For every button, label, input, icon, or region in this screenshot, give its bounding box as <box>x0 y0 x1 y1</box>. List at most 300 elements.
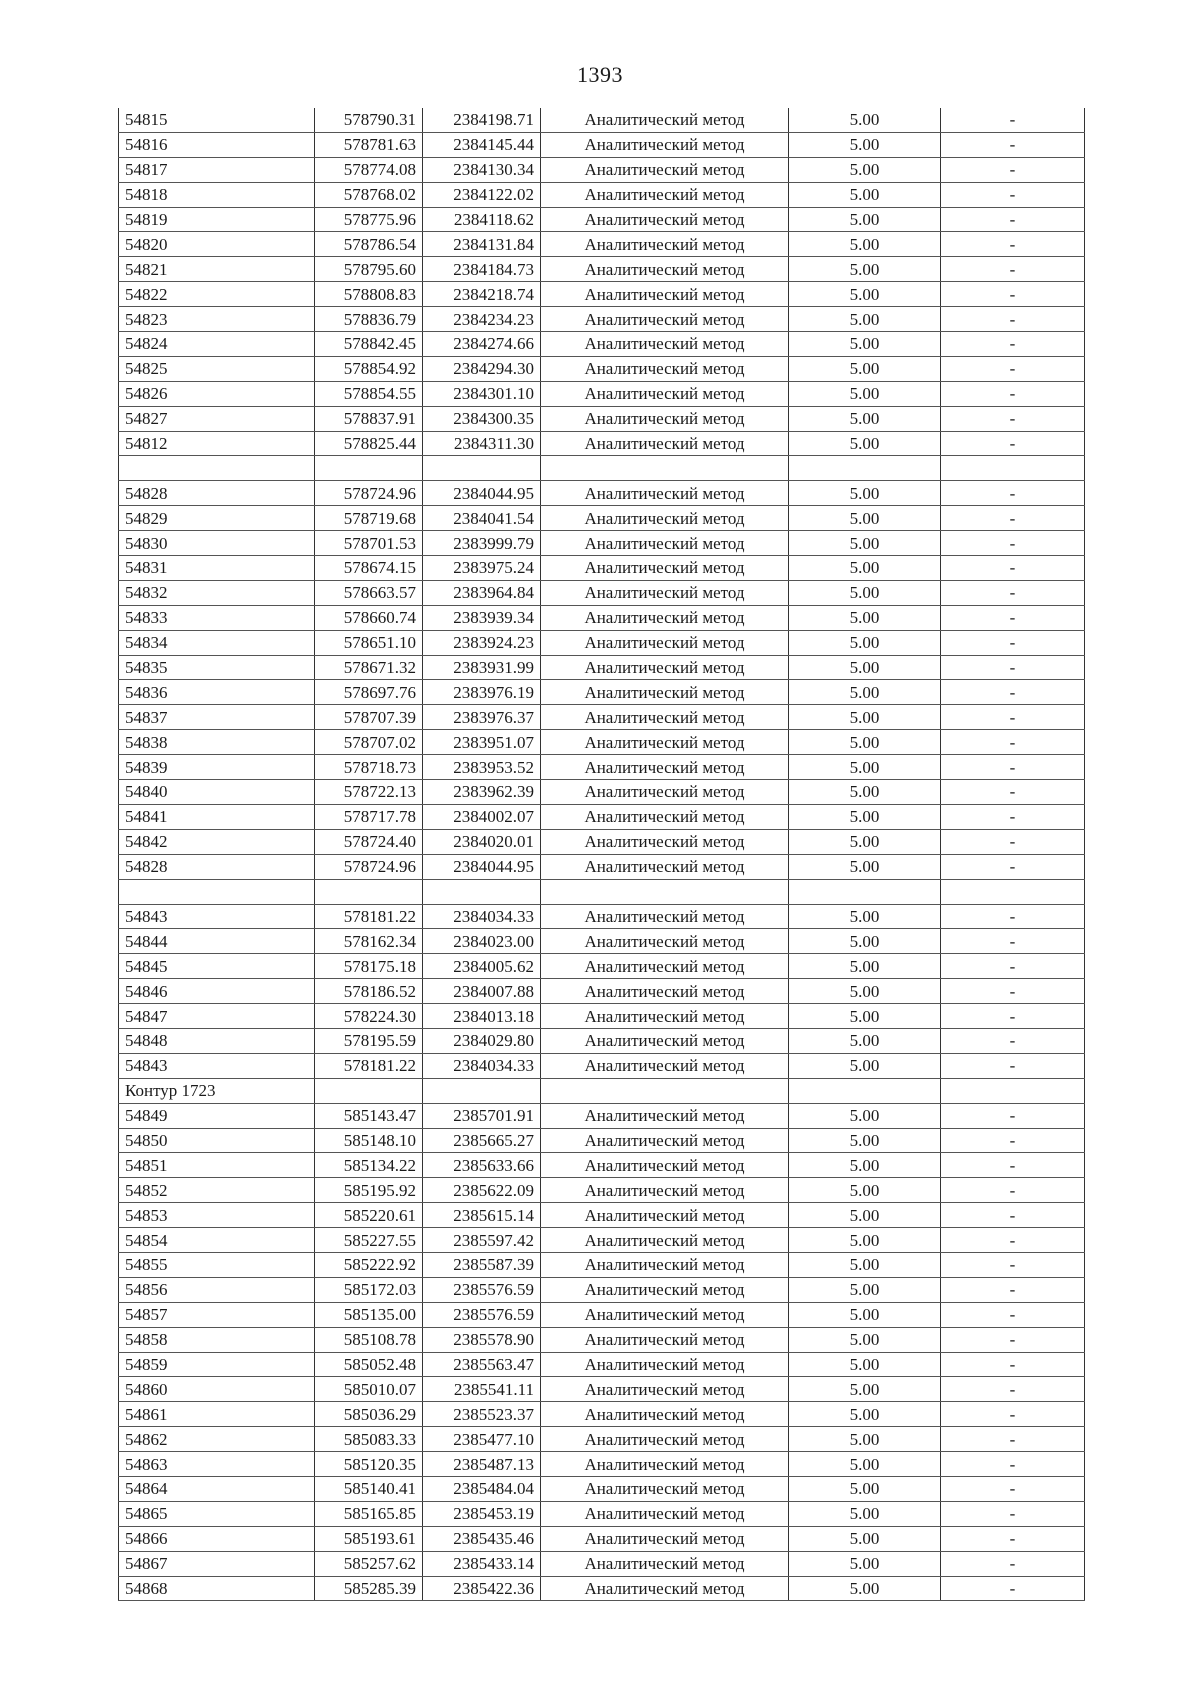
note-cell: - <box>941 406 1085 431</box>
accuracy-cell: 5.00 <box>789 979 941 1004</box>
note-cell: - <box>941 1028 1085 1053</box>
x-coordinate-cell: 585193.61 <box>315 1526 423 1551</box>
table-row <box>119 829 1085 854</box>
accuracy-cell: 5.00 <box>789 580 941 605</box>
y-coordinate-cell: 2385487.13 <box>423 1452 541 1477</box>
method-cell: Аналитический метод <box>541 1526 789 1551</box>
method-cell: Аналитический метод <box>541 332 789 357</box>
table-row <box>119 1153 1085 1178</box>
y-coordinate-cell: 2385484.04 <box>423 1476 541 1501</box>
x-coordinate-cell: 585083.33 <box>315 1427 423 1452</box>
method-cell: Аналитический метод <box>541 1203 789 1228</box>
accuracy-cell: 5.00 <box>789 680 941 705</box>
point-id-cell: 54842 <box>119 829 315 854</box>
method-cell: Аналитический метод <box>541 730 789 755</box>
table-row <box>119 804 1085 829</box>
point-id-cell: 54818 <box>119 182 315 207</box>
x-coordinate-cell: 578768.02 <box>315 182 423 207</box>
point-id-cell: 54824 <box>119 332 315 357</box>
note-cell: - <box>941 1377 1085 1402</box>
accuracy-cell: 5.00 <box>789 1053 941 1078</box>
method-cell: Аналитический метод <box>541 929 789 954</box>
accuracy-cell: 5.00 <box>789 1551 941 1576</box>
table-row <box>119 232 1085 257</box>
note-cell: - <box>941 1402 1085 1427</box>
empty-cell <box>789 456 941 481</box>
accuracy-cell: 5.00 <box>789 207 941 232</box>
table-row <box>119 1004 1085 1029</box>
point-id-cell: 54831 <box>119 556 315 581</box>
accuracy-cell: 5.00 <box>789 1203 941 1228</box>
y-coordinate-cell: 2383951.07 <box>423 730 541 755</box>
method-cell: Аналитический метод <box>541 207 789 232</box>
y-coordinate-cell: 2384130.34 <box>423 157 541 182</box>
method-cell: Аналитический метод <box>541 307 789 332</box>
table-row <box>119 108 1085 132</box>
y-coordinate-cell: 2385523.37 <box>423 1402 541 1427</box>
note-cell: - <box>941 356 1085 381</box>
accuracy-cell: 5.00 <box>789 1526 941 1551</box>
point-id-cell: 54819 <box>119 207 315 232</box>
x-coordinate-cell: 578162.34 <box>315 929 423 954</box>
x-coordinate-cell: 578717.78 <box>315 804 423 829</box>
accuracy-cell: 5.00 <box>789 730 941 755</box>
accuracy-cell: 5.00 <box>789 506 941 531</box>
method-cell: Аналитический метод <box>541 406 789 431</box>
method-cell: Аналитический метод <box>541 132 789 157</box>
table-row <box>119 406 1085 431</box>
note-cell: - <box>941 1103 1085 1128</box>
point-id-cell: 54817 <box>119 157 315 182</box>
table-row <box>119 1576 1085 1601</box>
table-row <box>119 1252 1085 1277</box>
point-id-cell: 54852 <box>119 1178 315 1203</box>
x-coordinate-cell: 578854.55 <box>315 381 423 406</box>
y-coordinate-cell: 2384013.18 <box>423 1004 541 1029</box>
method-cell: Аналитический метод <box>541 804 789 829</box>
table-row <box>119 356 1085 381</box>
method-cell: Аналитический метод <box>541 556 789 581</box>
accuracy-cell: 5.00 <box>789 1028 941 1053</box>
method-cell: Аналитический метод <box>541 1178 789 1203</box>
table-row <box>119 1053 1085 1078</box>
point-id-cell: 54838 <box>119 730 315 755</box>
accuracy-cell: 5.00 <box>789 929 941 954</box>
x-coordinate-cell: 585143.47 <box>315 1103 423 1128</box>
table-row <box>119 1228 1085 1253</box>
method-cell: Аналитический метод <box>541 1103 789 1128</box>
table-row <box>119 1178 1085 1203</box>
x-coordinate-cell: 585165.85 <box>315 1501 423 1526</box>
x-coordinate-cell: 578790.31 <box>315 108 423 132</box>
x-coordinate-cell: 578707.02 <box>315 730 423 755</box>
accuracy-cell: 5.00 <box>789 1427 941 1452</box>
table-row <box>119 531 1085 556</box>
table-row <box>119 481 1085 506</box>
accuracy-cell: 5.00 <box>789 1004 941 1029</box>
point-id-cell: 54854 <box>119 1228 315 1253</box>
accuracy-cell: 5.00 <box>789 1302 941 1327</box>
x-coordinate-cell: 585052.48 <box>315 1352 423 1377</box>
method-cell: Аналитический метод <box>541 1576 789 1601</box>
note-cell: - <box>941 232 1085 257</box>
accuracy-cell: 5.00 <box>789 1178 941 1203</box>
accuracy-cell: 5.00 <box>789 356 941 381</box>
point-id-cell: 54847 <box>119 1004 315 1029</box>
note-cell: - <box>941 1576 1085 1601</box>
table-row <box>119 182 1085 207</box>
y-coordinate-cell: 2385597.42 <box>423 1228 541 1253</box>
note-cell: - <box>941 556 1085 581</box>
table-row <box>119 680 1085 705</box>
table-row <box>119 580 1085 605</box>
note-cell: - <box>941 1228 1085 1253</box>
accuracy-cell: 5.00 <box>789 804 941 829</box>
method-cell: Аналитический метод <box>541 1402 789 1427</box>
note-cell: - <box>941 207 1085 232</box>
method-cell: Аналитический метод <box>541 356 789 381</box>
y-coordinate-cell: 2385587.39 <box>423 1252 541 1277</box>
x-coordinate-cell: 585134.22 <box>315 1153 423 1178</box>
table-row <box>119 506 1085 531</box>
accuracy-cell: 5.00 <box>789 1228 941 1253</box>
method-cell: Аналитический метод <box>541 680 789 705</box>
point-id-cell: 54825 <box>119 356 315 381</box>
x-coordinate-cell: 585220.61 <box>315 1203 423 1228</box>
x-coordinate-cell: 578719.68 <box>315 506 423 531</box>
note-cell: - <box>941 282 1085 307</box>
empty-cell <box>541 879 789 904</box>
page-number: 1393 <box>577 62 623 87</box>
method-cell: Аналитический метод <box>541 1028 789 1053</box>
point-id-cell: 54865 <box>119 1501 315 1526</box>
method-cell: Аналитический метод <box>541 481 789 506</box>
table-row <box>119 207 1085 232</box>
x-coordinate-cell: 578671.32 <box>315 655 423 680</box>
x-coordinate-cell: 585010.07 <box>315 1377 423 1402</box>
y-coordinate-cell: 2384145.44 <box>423 132 541 157</box>
y-coordinate-cell: 2384198.71 <box>423 108 541 132</box>
accuracy-cell: 5.00 <box>789 854 941 879</box>
table-row <box>119 655 1085 680</box>
accuracy-cell: 5.00 <box>789 780 941 805</box>
point-id-cell: 54861 <box>119 1402 315 1427</box>
x-coordinate-cell: 578781.63 <box>315 132 423 157</box>
table-row <box>119 929 1085 954</box>
coordinates-table <box>118 108 1085 1601</box>
empty-cell <box>423 879 541 904</box>
x-coordinate-cell: 578707.39 <box>315 705 423 730</box>
empty-cell <box>315 1078 423 1103</box>
accuracy-cell: 5.00 <box>789 132 941 157</box>
note-cell: - <box>941 1252 1085 1277</box>
x-coordinate-cell: 578186.52 <box>315 979 423 1004</box>
y-coordinate-cell: 2384234.23 <box>423 307 541 332</box>
note-cell: - <box>941 1053 1085 1078</box>
note-cell: - <box>941 1551 1085 1576</box>
note-cell: - <box>941 431 1085 456</box>
y-coordinate-cell: 2385633.66 <box>423 1153 541 1178</box>
accuracy-cell: 5.00 <box>789 954 941 979</box>
accuracy-cell: 5.00 <box>789 1252 941 1277</box>
x-coordinate-cell: 578724.96 <box>315 854 423 879</box>
accuracy-cell: 5.00 <box>789 630 941 655</box>
x-coordinate-cell: 578724.40 <box>315 829 423 854</box>
point-id-cell: 54835 <box>119 655 315 680</box>
accuracy-cell: 5.00 <box>789 1452 941 1477</box>
x-coordinate-cell: 585120.35 <box>315 1452 423 1477</box>
table-row <box>119 1402 1085 1427</box>
x-coordinate-cell: 578837.91 <box>315 406 423 431</box>
point-id-cell: 54826 <box>119 381 315 406</box>
point-id-cell: 54851 <box>119 1153 315 1178</box>
x-coordinate-cell: 578775.96 <box>315 207 423 232</box>
point-id-cell: 54823 <box>119 307 315 332</box>
accuracy-cell: 5.00 <box>789 1128 941 1153</box>
y-coordinate-cell: 2384020.01 <box>423 829 541 854</box>
note-cell: - <box>941 705 1085 730</box>
point-id-cell: 54853 <box>119 1203 315 1228</box>
table-row <box>119 1352 1085 1377</box>
point-id-cell: 54862 <box>119 1427 315 1452</box>
note-cell: - <box>941 1427 1085 1452</box>
y-coordinate-cell: 2385453.19 <box>423 1501 541 1526</box>
method-cell: Аналитический метод <box>541 630 789 655</box>
accuracy-cell: 5.00 <box>789 829 941 854</box>
point-id-cell: 54867 <box>119 1551 315 1576</box>
empty-cell <box>315 879 423 904</box>
table-row <box>119 381 1085 406</box>
method-cell: Аналитический метод <box>541 108 789 132</box>
table-row <box>119 1526 1085 1551</box>
accuracy-cell: 5.00 <box>789 655 941 680</box>
accuracy-cell: 5.00 <box>789 705 941 730</box>
note-cell: - <box>941 332 1085 357</box>
accuracy-cell: 5.00 <box>789 257 941 282</box>
point-id-cell: 54860 <box>119 1377 315 1402</box>
note-cell: - <box>941 854 1085 879</box>
note-cell: - <box>941 1476 1085 1501</box>
point-id-cell: 54849 <box>119 1103 315 1128</box>
method-cell: Аналитический метод <box>541 232 789 257</box>
point-id-cell: 54830 <box>119 531 315 556</box>
y-coordinate-cell: 2385576.59 <box>423 1277 541 1302</box>
point-id-cell: 54820 <box>119 232 315 257</box>
y-coordinate-cell: 2384041.54 <box>423 506 541 531</box>
x-coordinate-cell: 578842.45 <box>315 332 423 357</box>
note-cell: - <box>941 1004 1085 1029</box>
note-cell: - <box>941 182 1085 207</box>
accuracy-cell: 5.00 <box>789 232 941 257</box>
accuracy-cell: 5.00 <box>789 381 941 406</box>
accuracy-cell: 5.00 <box>789 904 941 929</box>
table-row <box>119 1302 1085 1327</box>
y-coordinate-cell: 2383962.39 <box>423 780 541 805</box>
x-coordinate-cell: 578181.22 <box>315 1053 423 1078</box>
empty-cell <box>423 456 541 481</box>
note-cell: - <box>941 630 1085 655</box>
method-cell: Аналитический метод <box>541 381 789 406</box>
x-coordinate-cell: 578701.53 <box>315 531 423 556</box>
accuracy-cell: 5.00 <box>789 481 941 506</box>
y-coordinate-cell: 2385433.14 <box>423 1551 541 1576</box>
point-id-cell: 54812 <box>119 431 315 456</box>
table-row <box>119 630 1085 655</box>
method-cell: Аналитический метод <box>541 431 789 456</box>
point-id-cell: 54834 <box>119 630 315 655</box>
empty-cell <box>789 1078 941 1103</box>
table-row <box>119 1028 1085 1053</box>
point-id-cell: 54841 <box>119 804 315 829</box>
method-cell: Аналитический метод <box>541 1452 789 1477</box>
accuracy-cell: 5.00 <box>789 531 941 556</box>
method-cell: Аналитический метод <box>541 1153 789 1178</box>
y-coordinate-cell: 2385622.09 <box>423 1178 541 1203</box>
method-cell: Аналитический метод <box>541 655 789 680</box>
table-row <box>119 1501 1085 1526</box>
point-id-cell: 54844 <box>119 929 315 954</box>
point-id-cell: 54855 <box>119 1252 315 1277</box>
x-coordinate-cell: 578718.73 <box>315 755 423 780</box>
y-coordinate-cell: 2384311.30 <box>423 431 541 456</box>
y-coordinate-cell: 2384184.73 <box>423 257 541 282</box>
accuracy-cell: 5.00 <box>789 1327 941 1352</box>
table-row <box>119 157 1085 182</box>
table-row <box>119 1203 1085 1228</box>
y-coordinate-cell: 2384007.88 <box>423 979 541 1004</box>
method-cell: Аналитический метод <box>541 1004 789 1029</box>
y-coordinate-cell: 2384002.07 <box>423 804 541 829</box>
accuracy-cell: 5.00 <box>789 1501 941 1526</box>
table-row <box>119 954 1085 979</box>
method-cell: Аналитический метод <box>541 282 789 307</box>
y-coordinate-cell: 2384218.74 <box>423 282 541 307</box>
x-coordinate-cell: 578808.83 <box>315 282 423 307</box>
x-coordinate-cell: 585135.00 <box>315 1302 423 1327</box>
x-coordinate-cell: 578195.59 <box>315 1028 423 1053</box>
x-coordinate-cell: 578774.08 <box>315 157 423 182</box>
method-cell: Аналитический метод <box>541 605 789 630</box>
accuracy-cell: 5.00 <box>789 1377 941 1402</box>
x-coordinate-cell: 578175.18 <box>315 954 423 979</box>
accuracy-cell: 5.00 <box>789 157 941 182</box>
method-cell: Аналитический метод <box>541 257 789 282</box>
contour-label: Контур 1723 <box>119 1078 315 1103</box>
x-coordinate-cell: 585108.78 <box>315 1327 423 1352</box>
table-row <box>119 332 1085 357</box>
point-id-cell: 54850 <box>119 1128 315 1153</box>
note-cell: - <box>941 904 1085 929</box>
note-cell: - <box>941 1526 1085 1551</box>
method-cell: Аналитический метод <box>541 854 789 879</box>
y-coordinate-cell: 2385665.27 <box>423 1128 541 1153</box>
empty-cell <box>541 456 789 481</box>
method-cell: Аналитический метод <box>541 182 789 207</box>
y-coordinate-cell: 2383931.99 <box>423 655 541 680</box>
note-cell: - <box>941 531 1085 556</box>
y-coordinate-cell: 2384300.35 <box>423 406 541 431</box>
empty-cell <box>941 1078 1085 1103</box>
note-cell: - <box>941 1327 1085 1352</box>
accuracy-cell: 5.00 <box>789 1277 941 1302</box>
note-cell: - <box>941 829 1085 854</box>
y-coordinate-cell: 2385576.59 <box>423 1302 541 1327</box>
table-row <box>119 132 1085 157</box>
y-coordinate-cell: 2384118.62 <box>423 207 541 232</box>
x-coordinate-cell: 578825.44 <box>315 431 423 456</box>
accuracy-cell: 5.00 <box>789 755 941 780</box>
method-cell: Аналитический метод <box>541 1501 789 1526</box>
point-id-cell: 54848 <box>119 1028 315 1053</box>
method-cell: Аналитический метод <box>541 1427 789 1452</box>
note-cell: - <box>941 804 1085 829</box>
table-row <box>119 282 1085 307</box>
x-coordinate-cell: 585036.29 <box>315 1402 423 1427</box>
x-coordinate-cell: 578786.54 <box>315 232 423 257</box>
table-row <box>119 1327 1085 1352</box>
empty-cell <box>789 879 941 904</box>
note-cell: - <box>941 157 1085 182</box>
empty-cell <box>423 1078 541 1103</box>
separator-row <box>119 879 1085 904</box>
accuracy-cell: 5.00 <box>789 431 941 456</box>
x-coordinate-cell: 585222.92 <box>315 1252 423 1277</box>
empty-cell <box>941 879 1085 904</box>
accuracy-cell: 5.00 <box>789 182 941 207</box>
y-coordinate-cell: 2383964.84 <box>423 580 541 605</box>
y-coordinate-cell: 2383976.19 <box>423 680 541 705</box>
accuracy-cell: 5.00 <box>789 108 941 132</box>
point-id-cell: 54843 <box>119 904 315 929</box>
table-row <box>119 1277 1085 1302</box>
accuracy-cell: 5.00 <box>789 1476 941 1501</box>
separator-row <box>119 456 1085 481</box>
x-coordinate-cell: 578795.60 <box>315 257 423 282</box>
note-cell: - <box>941 780 1085 805</box>
y-coordinate-cell: 2384034.33 <box>423 904 541 929</box>
table-row <box>119 755 1085 780</box>
table-row <box>119 1551 1085 1576</box>
note-cell: - <box>941 481 1085 506</box>
empty-cell <box>119 879 315 904</box>
table-row <box>119 1103 1085 1128</box>
table-row <box>119 307 1085 332</box>
accuracy-cell: 5.00 <box>789 282 941 307</box>
contour-label-row <box>119 1078 1085 1103</box>
accuracy-cell: 5.00 <box>789 605 941 630</box>
empty-cell <box>941 456 1085 481</box>
method-cell: Аналитический метод <box>541 904 789 929</box>
y-coordinate-cell: 2384044.95 <box>423 854 541 879</box>
y-coordinate-cell: 2384034.33 <box>423 1053 541 1078</box>
table-row <box>119 780 1085 805</box>
accuracy-cell: 5.00 <box>789 307 941 332</box>
method-cell: Аналитический метод <box>541 755 789 780</box>
point-id-cell: 54857 <box>119 1302 315 1327</box>
method-cell: Аналитический метод <box>541 1228 789 1253</box>
table-row <box>119 1476 1085 1501</box>
point-id-cell: 54858 <box>119 1327 315 1352</box>
point-id-cell: 54864 <box>119 1476 315 1501</box>
point-id-cell: 54828 <box>119 481 315 506</box>
note-cell: - <box>941 506 1085 531</box>
point-id-cell: 54821 <box>119 257 315 282</box>
y-coordinate-cell: 2384044.95 <box>423 481 541 506</box>
note-cell: - <box>941 1452 1085 1477</box>
method-cell: Аналитический метод <box>541 1128 789 1153</box>
y-coordinate-cell: 2383999.79 <box>423 531 541 556</box>
point-id-cell: 54843 <box>119 1053 315 1078</box>
